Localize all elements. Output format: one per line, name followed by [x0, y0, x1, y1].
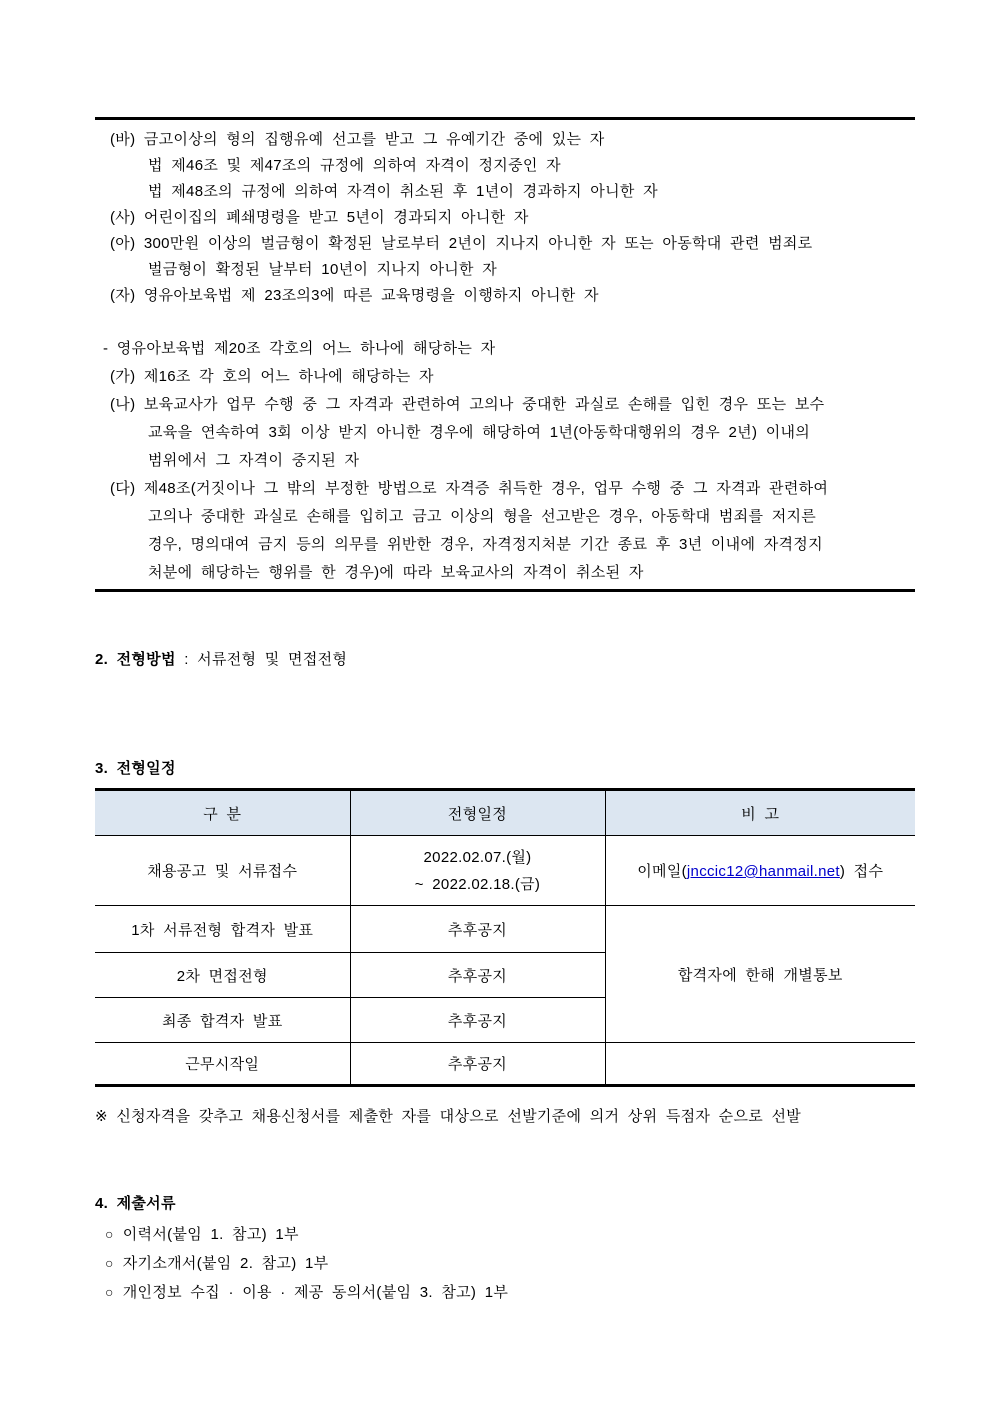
- table-row: [95, 906, 915, 953]
- section-method-value: 서류전형 및 면접전형: [197, 651, 348, 668]
- cell-schedule: 추후공지: [350, 953, 605, 998]
- list-line: (가) 제16조 각 호의 어느 하나에 해당하는 자: [110, 368, 434, 385]
- revocation-rules-list: [95, 335, 915, 587]
- cell-schedule: 추후공지: [350, 906, 605, 953]
- list-line: 교육을 연속하여 3회 이상 받지 아니한 경우에 해당하여 1년(아동학대행위의 경우 2년) 이내의: [148, 424, 811, 441]
- header-schedule: 전형일정: [350, 790, 605, 836]
- circle-bullet-icon: ○: [105, 1226, 114, 1242]
- list-line: (사) 어린이집의 폐쇄명령을 받고 5년이 경과되지 아니한 자: [110, 209, 529, 226]
- section-schedule-title: 3. 전형일정: [95, 760, 176, 777]
- cell-schedule: [350, 836, 605, 906]
- list-line: 법 제48조의 규정에 의하여 자격이 취소된 후 1년이 경과하지 아니한 자: [148, 183, 658, 200]
- list-line: 경우, 명의대여 금지 등의 의무를 위반한 경우, 자격정지처분 기간 종료 후 3년 이내에 자격정지: [148, 536, 823, 553]
- schedule-table: [95, 788, 915, 1087]
- circle-bullet-icon: ○: [105, 1255, 114, 1271]
- schedule-table-body: [95, 836, 915, 1086]
- cell-note-empty: [605, 1043, 915, 1086]
- list-line: 고의나 중대한 과실로 손해를 입히고 금고 이상의 형을 선고받은 경우, 아동학대 범죄를 저지른: [148, 508, 817, 525]
- list-item-text: 개인정보 수집 · 이용 · 제공 동의서(붙임 3. 참고) 1부: [122, 1284, 509, 1301]
- section-documents-title: 4. 제출서류: [95, 1195, 176, 1212]
- list-item: [95, 1220, 915, 1249]
- cell-note-merged: 합격자에 한해 개별통보: [605, 906, 915, 1043]
- section-method: [95, 647, 915, 673]
- table-row: [95, 836, 915, 906]
- cell-schedule: 추후공지: [350, 1043, 605, 1086]
- schedule-date-end: ~ 2022.02.18.(금): [414, 875, 541, 893]
- table-row: [95, 1043, 915, 1086]
- list-line: (아) 300만원 이상의 벌금형이 확정된 날로부터 2년이 지나지 아니한 자 또는 아동학대 관련 범죄로: [110, 235, 813, 252]
- eligibility-rules-list: [95, 127, 915, 309]
- schedule-table-header: [95, 790, 915, 836]
- schedule-date-start: 2022.02.07.(월): [423, 848, 532, 866]
- top-divider: [95, 117, 915, 120]
- section-method-title: 2. 전형방법: [95, 651, 176, 668]
- list-line: 범위에서 그 자격이 중지된 자: [148, 452, 360, 469]
- cell-category: 1차 서류전형 합격자 발표: [95, 906, 350, 953]
- section-method-separator: :: [175, 651, 198, 668]
- cell-category: 최종 합격자 발표: [95, 998, 350, 1043]
- list-line: (자) 영유아보육법 제 23조의3에 따른 교육명령을 이행하지 아니한 자: [110, 287, 599, 304]
- list-line: (바) 금고이상의 형의 집행유예 선고를 받고 그 유예기간 중에 있는 자: [110, 131, 605, 148]
- cell-schedule: 추후공지: [350, 998, 605, 1043]
- list-item: [95, 1278, 915, 1307]
- cell-category: 근무시작일: [95, 1043, 350, 1086]
- cell-category: 채용공고 및 서류접수: [95, 836, 350, 906]
- email-link[interactable]: jnccic12@hanmail.net: [686, 863, 840, 880]
- circle-bullet-icon: ○: [105, 1284, 114, 1300]
- cell-note: [605, 836, 915, 906]
- header-category: 구 분: [95, 790, 350, 836]
- list-item-text: 이력서(붙임 1. 참고) 1부: [122, 1226, 299, 1243]
- note-prefix: 이메일(: [637, 863, 687, 880]
- header-row: [95, 790, 915, 836]
- header-note: 비 고: [605, 790, 915, 836]
- list-line: 벌금형이 확정된 날부터 10년이 지나지 아니한 자: [148, 261, 498, 278]
- list-item: [95, 1249, 915, 1278]
- document-content: [95, 117, 915, 1307]
- list-line: 처분에 해당하는 행위를 한 경우)에 따라 보육교사의 자격이 취소된 자: [148, 564, 644, 581]
- submission-documents-list: [95, 1220, 915, 1307]
- list-line: 법 제46조 및 제47조의 규정에 의하여 자격이 정지중인 자: [148, 157, 561, 174]
- cell-category: 2차 면접전형: [95, 953, 350, 998]
- list-line: - 영유아보육법 제20조 각호의 어느 하나에 해당하는 자: [103, 340, 496, 357]
- list-line: (다) 제48조(거짓이나 그 밖의 부정한 방법으로 자격증 취득한 경우, 업무 수행 중 그 자격과 관련하여: [110, 480, 829, 497]
- bottom-divider: [95, 589, 915, 592]
- list-line: (나) 보육교사가 업무 수행 중 그 자격과 관련하여 고의나 중대한 과실로 손해를 입힌 경우 또는 보수: [110, 396, 825, 413]
- list-item-text: 자기소개서(붙임 2. 참고) 1부: [122, 1255, 329, 1272]
- note-suffix: ) 접수: [839, 863, 884, 880]
- selection-note: ※ 신청자격을 갖추고 채용신청서를 제출한 자를 대상으로 선발기준에 의거 상위 득점자 순으로 선발: [95, 1108, 802, 1125]
